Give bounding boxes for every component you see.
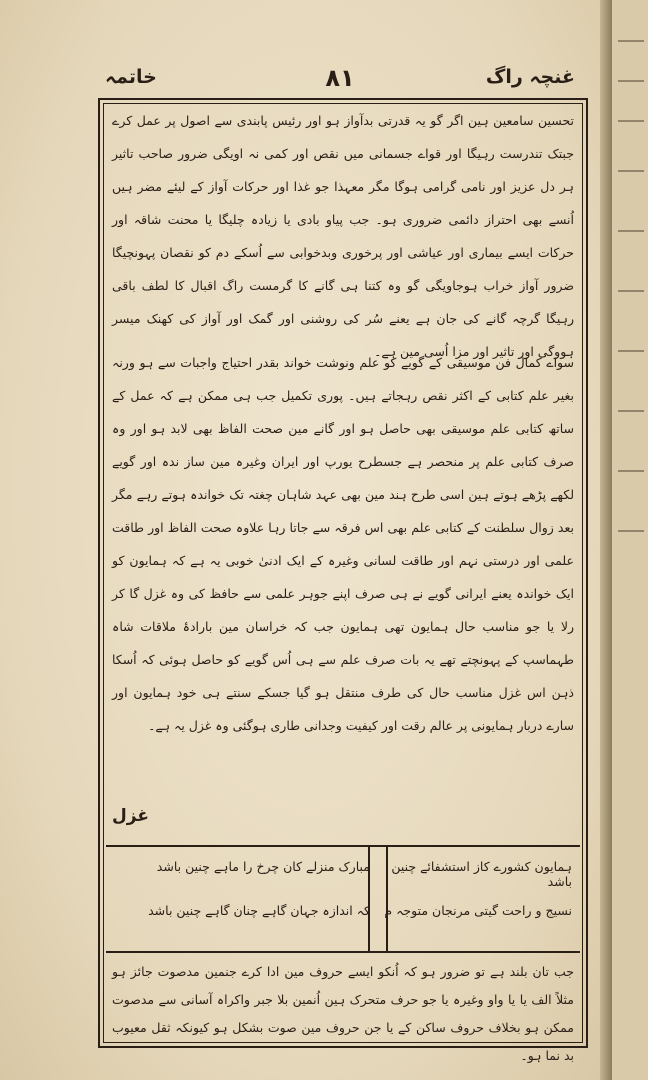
chapter-title: خاتمہ bbox=[105, 66, 157, 88]
book-title: غنچہ راگ bbox=[485, 66, 575, 88]
verse-right-2: نسیج و راحت گیتی مرنجان متوجہ م bbox=[384, 903, 572, 918]
verse-left-1: مبارک منزلے کان چرخ را ماہے چنین باشد bbox=[156, 859, 370, 874]
ghazal-verses bbox=[106, 845, 580, 953]
verse-left-2: کہ اندازہ جہان گاہے چنان گاہے چنین باشد bbox=[148, 903, 370, 918]
adjacent-page-edge bbox=[612, 0, 648, 1080]
paragraph-2: سواے کمال فن موسیقی کے گویے کو علم ونوشت خواند بقدر احتیاج واجبات سے ہو ورنہ بغیر علم کتابی کے اکثر نقص رہجاتے ہیں۔ پوری تکمیل جب ہی ممکن ہے کہ عمل کے ساتھ کتابی علم موسیقی بھی حاصل ہو اور گانے مین صحت الفاظ بھی لابد ہو اور وہ صرف کتابی علم پر منحصر ہے جسطرح یورپ اور ایران وغیرہ مین ساز ندہ اور گویے لکھے پڑھے ہوتے ہین اسی طرح ہند مین بھی عہد شاہان چغتہ تک خواندہ ہوتے رہے مگر بعد زوال سلطنت کے کتابی علم بھی اس فرقہ سے جاتا رہا علاوہ صحت الفاظ اور طاقت علمی اور درستی نہم اور طاقت لسانی وغیرہ کے ایک ادنیٰ خوبی یہ ہے کہ ہمایون کو ایک خواندہ یعنے ایرانی گویے نے ہی صرف اپنے جوہر علمی سے حافظ کی وہ غزل گا کر رلا یا جو مناسب حال ہمایون تھی ہمایون جب کہ خراسان مین بارادۂ ملاقات شاہ طہماسپ کے پہونچتے تھے یہ بات صرف علم سے ہی اُس گویے کو حاصل ہوئی کہ اُسکا ذہن اس غزل مناسب حال کی طرف منتقل ہو گیا جسکے سنتے ہی خود ہمایون اور سارے دربار ہمایونی پر عالم رقت اور کیفیت وجدانی طاری ہوگئی وہ غزل یہ ہے۔ bbox=[112, 355, 574, 733]
page-number: ۸۱ bbox=[325, 64, 355, 92]
paragraph-2-block bbox=[112, 346, 574, 742]
text-frame bbox=[98, 98, 588, 1063]
page-header bbox=[95, 60, 585, 96]
footnote-block bbox=[112, 958, 574, 1070]
ghazal-label-row bbox=[112, 806, 574, 840]
paragraph-1-block bbox=[112, 104, 574, 368]
paragraph-1: تحسین سامعین ہین اگر گو یہ قدرتی بدآواز ہو اور رئیس پابندی سے اصول پر عمل کرے جبتک تندرست رہیگا اور قواے جسمانی میں نقص اور کمی نہ اویگی ضرور صاحب تاثیر ہر دل عزیز اور نامی گرامی ہوگا مگر معہذا جو غذا اور حرکات آواز کے لیئے مضر ہیں اُنسے بھی احتراز دائمی ضروری ہو۔ جب پیاو بادی یا زیادہ چلیگا یا محنت شاقہ اور حرکات ایسے بیماری اور عیاشی اور پرخوری وبدخوابی سے اُسکے دم کو نقصان پہونچیگا ضرور آواز خراب ہوجاویگی گو وہ کتنا ہی گانے کا گرمست راگ اقبال کا لطف باقی رہیگا گرچہ گانے کی جان ہے یعنے سُر کی روشنی اور گمک اور آواز کی کھنک میسر ہووگی اور تاثیر اور مزا اُسی مین ہے۔ bbox=[112, 113, 574, 359]
verse-right-1: ہمایون کشورے کاز استشفائے چنین باشد bbox=[391, 859, 572, 889]
ghazal-label: غزل bbox=[112, 806, 149, 826]
footnote: جب تان بلند ہے تو ضرور ہو کہ اُنکو ایسے حروف مین ادا کرے جنمین مدصوت جائز ہو مثلاً الف یا یا واو وغیرہ یا جو حرف متحرک ہین اُنمین بلا جبر واکراہ آسانی سے مدصوت ممکن ہو بخلاف حروف ساکن کے یا جن حروف مین صوت بشکل ہو کیونکہ ثقل معیوب بد نما ہو۔ bbox=[112, 964, 574, 1063]
book-spine bbox=[600, 0, 612, 1080]
